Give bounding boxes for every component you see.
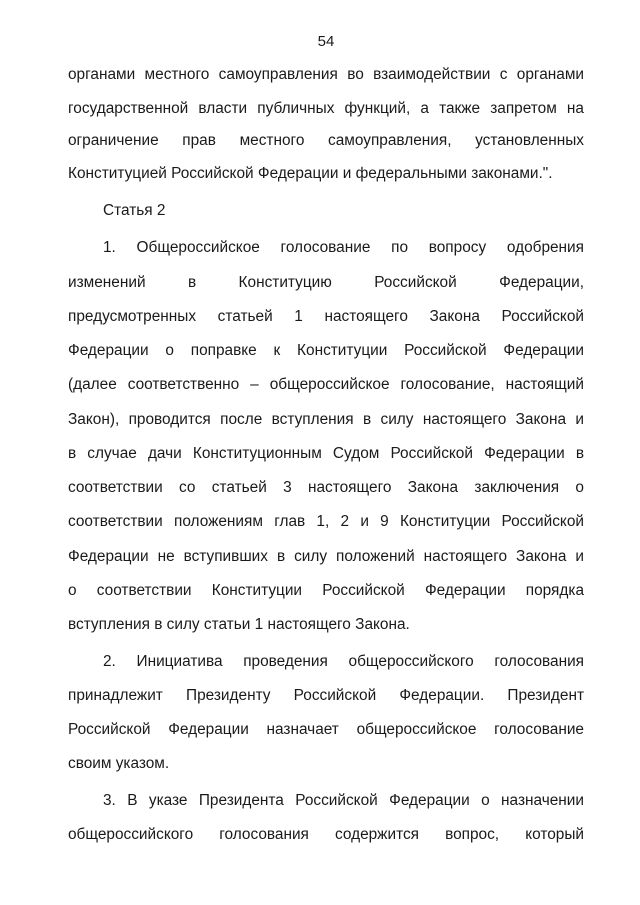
text-line: ограничение прав местного самоуправления, установленных: [68, 132, 584, 149]
text-line: Федерации о поправке к Конституции Российской Федерации: [68, 342, 584, 359]
text-line: изменений в Конституцию Российской Федерации,: [68, 274, 584, 291]
text-line: Федерации не вступивших в силу положений настоящего Закона и: [68, 548, 584, 565]
text-line: в случае дачи Конституционным Судом Российской Федерации в: [68, 445, 584, 462]
text-line: Закон), проводится после вступления в силу настоящего Закона и: [68, 411, 584, 428]
text-line: Конституцией Российской Федерации и федеральными законами.".: [68, 165, 553, 182]
text-line: общероссийского голосования содержится вопрос, который: [68, 826, 584, 843]
text-line: принадлежит Президенту Российской Федерации. Президент: [68, 687, 584, 704]
text-line: соответствии положениям глав 1, 2 и 9 Конституции Российской: [68, 513, 584, 530]
article-heading: Статья 2: [103, 202, 166, 219]
text-line: соответствии со статьей 3 настоящего Закона заключения о: [68, 479, 584, 496]
text-line: органами местного самоуправления во взаимодействии с органами: [68, 66, 584, 83]
text-line: 2. Инициатива проведения общероссийского голосования: [103, 653, 584, 670]
text-line: о соответствии Конституции Российской Федерации порядка: [68, 582, 584, 599]
text-line: Российской Федерации назначает общероссийское голосование: [68, 721, 584, 738]
text-line: 3. В указе Президента Российской Федерации о назначении: [103, 792, 584, 809]
text-line: 1. Общероссийское голосование по вопросу одобрения: [103, 239, 584, 256]
text-line: (далее соответственно – общероссийское голосование, настоящий: [68, 376, 584, 393]
text-line: своим указом.: [68, 755, 170, 772]
text-line: предусмотренных статьей 1 настоящего Закона Российской: [68, 308, 584, 325]
text-line: вступления в силу статьи 1 настоящего Закона.: [68, 616, 410, 633]
page-number: 54: [317, 33, 335, 50]
text-line: государственной власти публичных функций, а также запретом на: [68, 100, 584, 117]
